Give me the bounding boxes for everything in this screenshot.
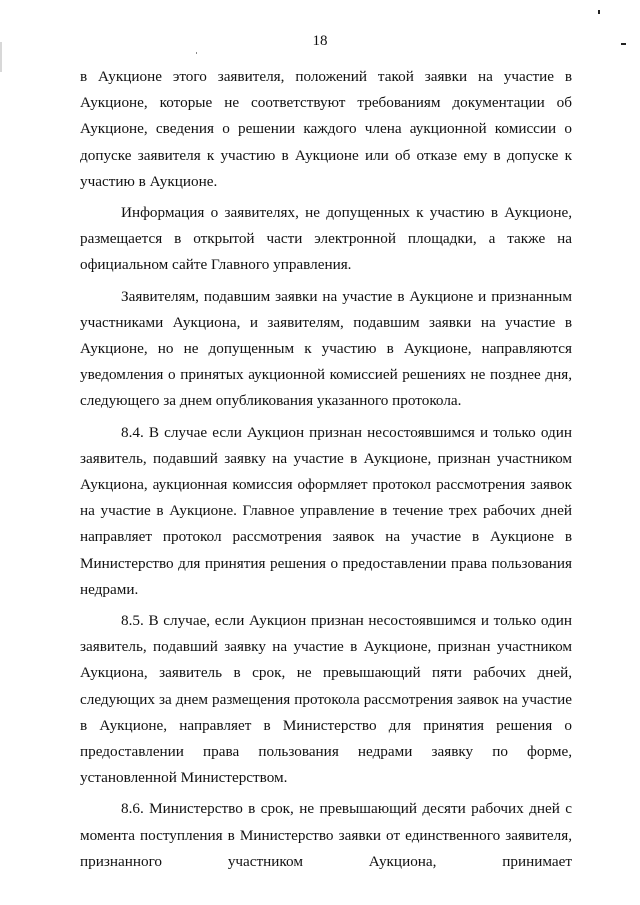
paragraph-notifications: Заявителям, подавшим заявки на участие в Аукционе и признанным участниками Аукциона, и заявителям, подавшим заявки на участие в Аукционе, но не допущенным к участию в Аукционе, направляются уведомления о принятых аукционной комиссией решениях не позднее дня, следующего за днем опубликования указанного протокола.: [80, 287, 572, 410]
paragraph-8-4: 8.4. В случае если Аукцион признан несостоявшимся и только один заявитель, подавший заявку на участие в Аукционе, признан участником Аукциона, аукционная комиссия оформляет протокол рассмотрения заявок на участие в Аукционе. Главное управление в течение трех рабочих дней направляет протокол рассмотрения заявок на участие в Аукционе в Министерство для принятия решения о предоставлении права пользования недрами.: [80, 423, 572, 598]
paragraph-8-5: 8.5. В случае, если Аукцион признан несостоявшимся и только один заявитель, подавший заявку на участие в Аукционе, признан участником Аукциона, заявитель в срок, не превышающий пяти рабочих дней, следующих за днем размещения протокола рассмотрения заявок на участие в Аукционе, направляет в Министерство для принятия решения о предоставлении права пользования недрами заявку по форме, установленной Министерством.: [80, 612, 572, 787]
paragraph-8-6: 8.6. Министерство в срок, не превышающий десяти рабочих дней с момента поступления в Министерство заявки от единственного заявителя, признанного участником Аукциона, принимает: [80, 800, 572, 870]
scan-artifact: [196, 52, 197, 54]
scan-artifact: [598, 10, 600, 14]
paragraph-continuation: в Аукционе этого заявителя, положений такой заявки на участие в Аукционе, которые не соответствуют требованиям документации об Аукционе, сведения о решении каждого члена аукционной комиссии о допуске заявителя к участию в Аукционе или об отказе ему в допуске к участию в Аукционе.: [80, 68, 572, 190]
document-body: [80, 64, 572, 880]
page-number: 18: [312, 33, 328, 49]
paragraph-info-rejected: Информация о заявителях, не допущенных к участию в Аукционе, размещается в открытой части электронной площадки, а также на официальном сайте Главного управления.: [80, 204, 572, 274]
